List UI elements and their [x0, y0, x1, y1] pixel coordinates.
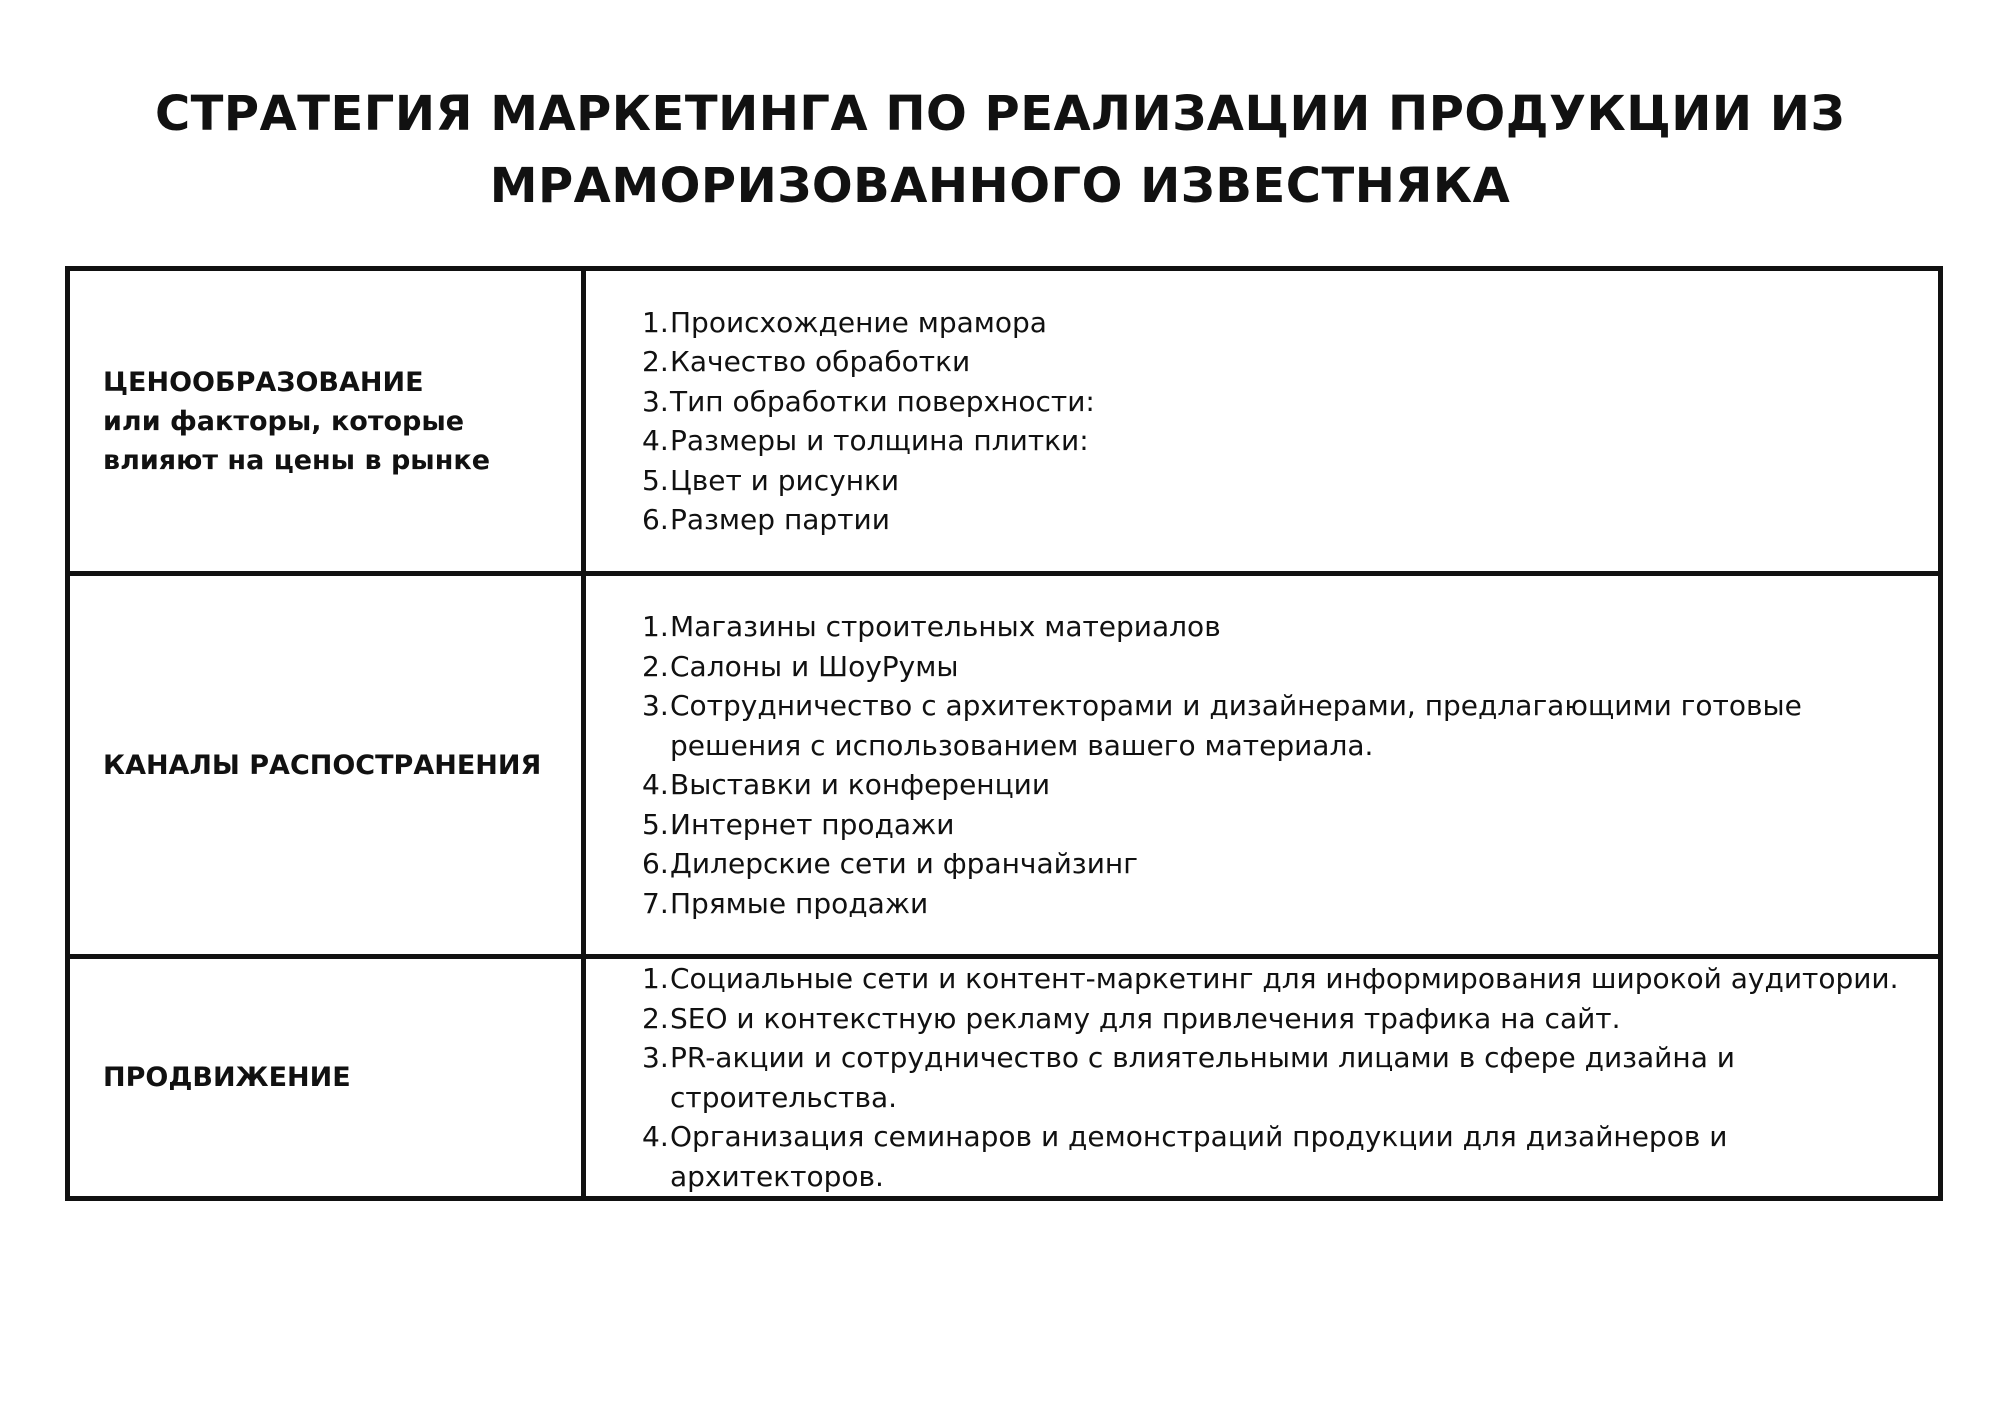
- table-row-channels: [68, 574, 1941, 957]
- list-item: 1. Социальные сети и контент-маркетинг для информирования широкой аудитории.: [642, 962, 1899, 995]
- strategy-table: [65, 266, 1943, 1201]
- list-item-text: Качество обработки: [670, 345, 971, 378]
- page-title-line-2: МРАМОРИЗОВАННОГО ИЗВЕСТНЯКА: [489, 158, 1511, 215]
- list-item: 5. Цвет и рисунки: [642, 463, 900, 497]
- table-row-pricing: [68, 269, 1941, 574]
- list-item: 7. Прямые продажи: [642, 886, 929, 920]
- channels-label-line: КАНАЛЫ РАСПОСТРАНЕНИЯ: [103, 749, 542, 781]
- list-item-text: Социальные сети и контент-маркетинг для информирования широкой аудитории.: [670, 962, 1899, 995]
- page-title: [0, 78, 2000, 222]
- list-item-text: Цвет и рисунки: [670, 463, 900, 497]
- list-item-text: Интернет продажи: [670, 807, 955, 841]
- list-item: 1. Магазины строительных материалов: [642, 610, 1221, 643]
- list-item-text: Выставки и конференции: [670, 768, 1051, 801]
- promotion-list: [642, 959, 1908, 1196]
- page-title-line-1: СТРАТЕГИЯ МАРКЕТИНГА ПО РЕАЛИЗАЦИИ ПРОДУКЦИИ ИЗ: [154, 86, 1846, 143]
- list-item-text: Тип обработки поверхности:: [670, 384, 1095, 418]
- list-item-text: Дилерские сети и франчайзинг: [670, 847, 1138, 880]
- promotion-label-cell: [68, 957, 584, 1199]
- list-item: 1. Происхождение мрамора: [642, 305, 1047, 339]
- list-item: 6. Дилерские сети и франчайзинг: [642, 847, 1138, 880]
- pricing-label-line: ЦЕНООБРАЗОВАНИЕ: [103, 366, 424, 398]
- list-item-text: Размер партии: [670, 503, 890, 536]
- list-item: 4. Размеры и толщина плитки:: [642, 424, 1089, 457]
- pricing-label-line: влияют на цены в рынке: [103, 444, 491, 476]
- channels-label-cell: [68, 574, 584, 957]
- list-item: 3. Тип обработки поверхности:: [642, 384, 1095, 418]
- pricing-content-cell: [584, 269, 1941, 574]
- list-item: 5. Интернет продажи: [642, 807, 955, 841]
- list-item-text: SEO и контекстную рекламу для привлечения трафика на сайт.: [670, 1001, 1621, 1035]
- list-item-text: Размеры и толщина плитки:: [670, 424, 1089, 457]
- list-item-text: Организация семинаров и демонстраций продукции для дизайнеров и архитекторов.: [670, 1120, 1728, 1193]
- list-item: 2. Салоны и ШоуРумы: [642, 649, 959, 683]
- list-item-text: Магазины строительных материалов: [670, 610, 1221, 643]
- list-item-text: PR-акции и сотрудничество с влиятельными лицами в сфере дизайна и строительства.: [670, 1041, 1735, 1114]
- list-item: 4. Выставки и конференции: [642, 768, 1051, 801]
- channels-list: [642, 607, 1908, 923]
- promotion-content-cell: [584, 957, 1941, 1199]
- list-item: 3. Сотрудничество с архитекторами и дизайнерами, предлагающими готовые решения с использованием вашего материала.: [642, 689, 1802, 762]
- list-item-text: Происхождение мрамора: [670, 305, 1047, 339]
- list-item: 2. SEO и контекстную рекламу для привлечения трафика на сайт.: [642, 1001, 1621, 1035]
- list-item-text: Салоны и ШоуРумы: [670, 649, 959, 683]
- pricing-factors-list: [642, 303, 1908, 540]
- pricing-label-cell: [68, 269, 584, 574]
- channels-content-cell: [584, 574, 1941, 957]
- list-item-text: Прямые продажи: [670, 886, 929, 920]
- list-item: 4. Организация семинаров и демонстраций продукции для дизайнеров и архитекторов.: [642, 1120, 1728, 1193]
- list-item: 2. Качество обработки: [642, 345, 971, 378]
- promotion-label-line: ПРОДВИЖЕНИЕ: [103, 1062, 351, 1093]
- list-item: 3. PR-акции и сотрудничество с влиятельными лицами в сфере дизайна и строительства.: [642, 1041, 1735, 1114]
- table-row-promotion: [68, 957, 1941, 1199]
- list-item-text: Сотрудничество с архитекторами и дизайнерами, предлагающими готовые решения с использованием вашего материала.: [670, 689, 1802, 762]
- list-item: 6. Размер партии: [642, 503, 890, 536]
- pricing-label-line: или факторы, которые: [103, 405, 465, 437]
